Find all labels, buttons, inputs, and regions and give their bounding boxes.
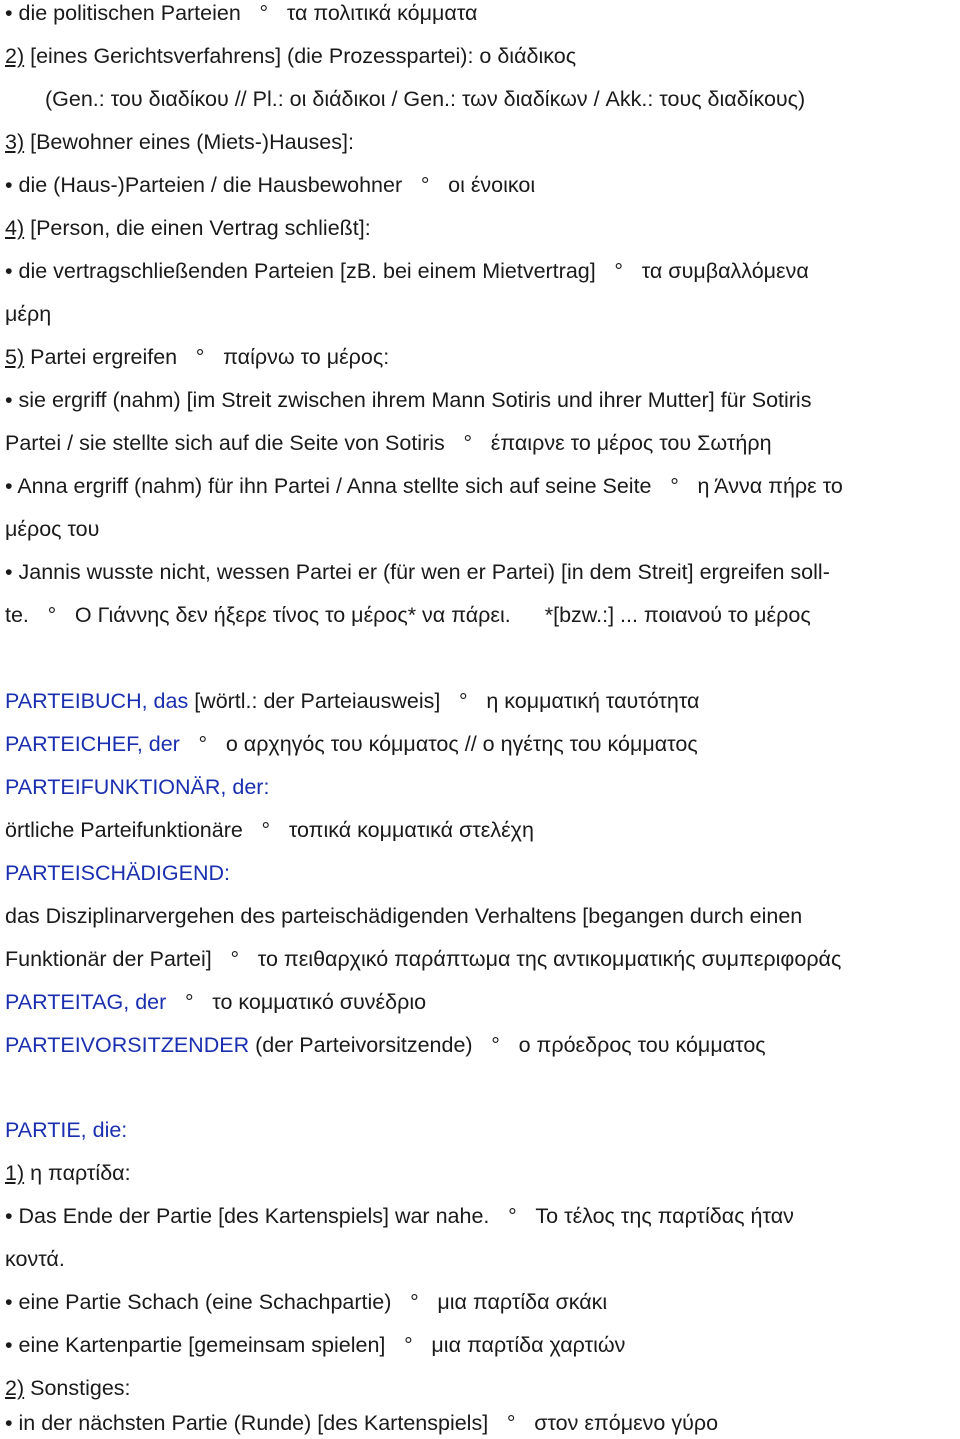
- headword-line: PARTEICHEF, der ° ο αρχηγός του κόμματος // ο ηγέτης του κόμματος: [5, 732, 698, 756]
- sense-line: 5) Partei ergreifen ° παίρνω το μέρος:: [5, 345, 390, 369]
- headword: PARTEICHEF, der: [5, 732, 180, 756]
- example-line: • die vertragschließenden Parteien [zB. bei einem Mietvertrag] ° τα συμβαλλόμενα: [5, 259, 809, 283]
- sense-line: 3) [Bewohner eines (Miets-)Hauses]:: [5, 130, 354, 154]
- example-line: • Das Ende der Partie [des Kartenspiels] war nahe. ° Το τέλος της παρτίδας ήταν: [5, 1204, 794, 1228]
- example-continuation: Partei / sie stellte sich auf die Seite von Sotiris ° έπαιρνε το μέρος του Σωτήρη: [5, 431, 772, 455]
- example-continuation: te. ° Ο Γιάννης δεν ήξερε τίνος το μέρος* να πάρει. *[bzw.:] ... ποιανού το μέρος: [5, 603, 811, 627]
- example-line: • in der nächsten Partie (Runde) [des Kartenspiels] ° στον επόμενο γύρο: [5, 1411, 719, 1435]
- example-continuation: κοντά.: [5, 1247, 65, 1271]
- headword: PARTEITAG, der: [5, 990, 167, 1014]
- headword-line: [5, 1117, 127, 1143]
- headword-line: [5, 860, 230, 886]
- example-continuation: μέρος του: [5, 517, 100, 541]
- sense-line: 4) [Person, die einen Vertrag schließt]:: [5, 216, 371, 240]
- example-line: das Disziplinarvergehen des parteischädigenden Verhaltens [begangen durch einen: [5, 904, 803, 928]
- headword: PARTEIBUCH, das: [5, 689, 189, 713]
- headword-line: [5, 774, 269, 800]
- example-line: • die (Haus-)Parteien / die Hausbewohner ° οι ένοικοι: [5, 173, 536, 197]
- example-line: örtliche Parteifunktionäre ° τοπικά κομματικά στελέχη: [5, 818, 534, 842]
- grammar-line: (Gen.: του διαδίκου // Pl.: οι διάδικοι / Gen.: των διαδίκων / Akk.: τους διαδίκους): [45, 87, 806, 111]
- example-line: • eine Partie Schach (eine Schachpartie) ° μια παρτίδα σκάκι: [5, 1290, 608, 1314]
- example-line: • Anna ergriff (nahm) für ihn Partei / Anna stellte sich auf seine Seite ° η Άννα πήρε το: [5, 474, 843, 498]
- entry-line: • die politischen Parteien ° τα πολιτικά κόμματα: [5, 1, 478, 25]
- headword: PARTIE, die:: [5, 1118, 128, 1142]
- example-continuation: μέρη: [5, 302, 52, 326]
- headword-line: PARTEIBUCH, das [wörtl.: der Parteiausweis] ° η κομματική ταυτότητα: [5, 689, 700, 713]
- headword: PARTEIVORSITZENDER: [5, 1033, 250, 1057]
- example-line: • Jannis wusste nicht, wessen Partei er (für wen er Partei) [in dem Streit] ergreifen soll-: [5, 560, 830, 584]
- headword-line: PARTEIVORSITZENDER (der Parteivorsitzende) ° ο πρόεδρος του κόμματος: [5, 1033, 766, 1057]
- headword-line: PARTEITAG, der ° το κομματικό συνέδριο: [5, 990, 427, 1014]
- sense-line: 1) η παρτίδα:: [5, 1161, 131, 1185]
- headword: PARTEISCHÄDIGEND:: [5, 861, 230, 885]
- sense-line: 2) [eines Gerichtsverfahrens] (die Prozesspartei): ο διάδικος: [5, 44, 577, 68]
- example-line: • sie ergriff (nahm) [im Streit zwischen ihrem Mann Sotiris und ihrer Mutter] für Sotiris: [5, 388, 812, 412]
- sense-line: 2) Sonstiges:: [5, 1376, 131, 1400]
- example-continuation: Funktionär der Partei] ° το πειθαρχικό παράπτωμα της αντικομματικής συμπεριφοράς: [5, 947, 842, 971]
- example-line: • eine Kartenpartie [gemeinsam spielen] ° μια παρτίδα χαρτιών: [5, 1333, 626, 1357]
- headword: PARTEIFUNKTIONÄR, der:: [5, 775, 270, 799]
